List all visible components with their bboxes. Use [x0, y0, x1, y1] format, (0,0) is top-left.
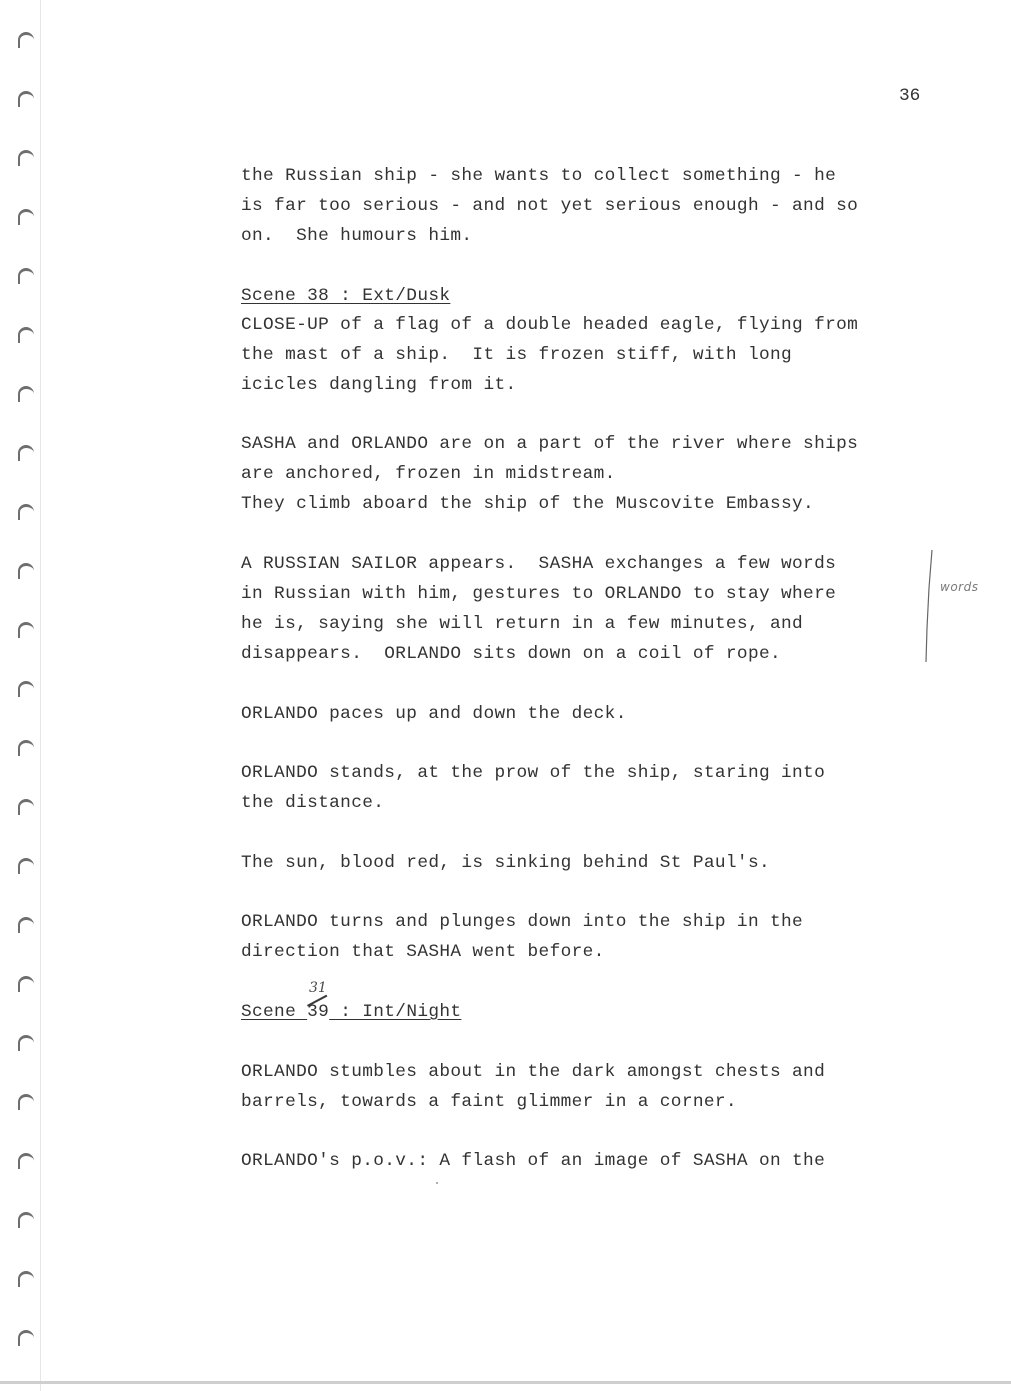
script-line: ORLANDO turns and plunges down into the ship in the — [241, 912, 804, 932]
binder-hole — [18, 1271, 34, 1287]
handwritten-scene-number: 31 — [309, 980, 327, 996]
binder-hole — [18, 858, 34, 874]
script-line: the mast of a ship. It is frozen stiff, with long — [241, 345, 793, 365]
binder-hole — [18, 622, 34, 638]
script-line: barrels, towards a faint glimmer in a corner. — [241, 1092, 737, 1112]
script-line: CLOSE-UP of a flag of a double headed eagle, flying from — [241, 315, 859, 335]
binder-hole — [18, 740, 34, 756]
binder-hole — [18, 1330, 34, 1346]
script-line: A RUSSIAN SAILOR appears. SASHA exchanges a few words — [241, 554, 837, 574]
binder-hole — [18, 1153, 34, 1169]
script-line: on. She humours him. — [241, 226, 473, 246]
script-line: The sun, blood red, is sinking behind St Paul's. — [241, 853, 770, 873]
script-line: disappears. ORLANDO sits down on a coil of rope. — [241, 644, 782, 664]
binder-hole — [18, 386, 34, 402]
script-line: direction that SASHA went before. — [241, 942, 605, 962]
page-spine-shadow — [40, 0, 41, 1391]
script-line: he is, saying she will return in a few minutes, and — [241, 614, 804, 634]
script-line: the distance. — [241, 793, 385, 813]
binder-hole — [18, 150, 34, 166]
binder-hole — [18, 976, 34, 992]
binder-hole — [18, 1094, 34, 1110]
binder-hole — [18, 209, 34, 225]
binder-hole — [18, 32, 34, 48]
binder-hole — [18, 563, 34, 579]
binder-hole — [18, 445, 34, 461]
binder-hole — [18, 91, 34, 107]
script-line: ORLANDO's p.o.v.: A flash of an image of SASHA on the — [241, 1151, 826, 1171]
binder-hole — [18, 917, 34, 933]
script-line: SASHA and ORLANDO are on a part of the river where ships — [241, 434, 859, 454]
scene-heading-prefix: Scene — [241, 1002, 308, 1022]
binder-hole — [18, 799, 34, 815]
page-number: 36 — [899, 86, 921, 106]
script-line: They climb aboard the ship of the Muscovite Embassy. — [241, 494, 815, 514]
script-line: the Russian ship - she wants to collect something - he — [241, 166, 837, 186]
scene-heading — [241, 997, 461, 1027]
script-line: is far too serious - and not yet serious enough - and so — [241, 196, 859, 216]
scene-heading: Scene 38 : Ext/Dusk — [241, 286, 451, 306]
script-line: in Russian with him, gestures to ORLANDO to stay where — [241, 584, 837, 604]
binder-hole — [18, 504, 34, 520]
page-bottom-edge — [0, 1381, 1011, 1384]
ink-speck — [436, 1182, 438, 1184]
script-line: ORLANDO stumbles about in the dark amongst chests and — [241, 1062, 826, 1082]
binder-hole — [18, 268, 34, 284]
script-line: ORLANDO stands, at the prow of the ship, staring into — [241, 763, 826, 783]
binder-hole — [18, 327, 34, 343]
binder-hole — [18, 681, 34, 697]
struck-scene-number — [307, 997, 329, 1027]
binder-hole — [18, 1035, 34, 1051]
scene-heading-suffix: : Int/Night — [329, 1002, 462, 1022]
script-line: icicles dangling from it. — [241, 375, 517, 395]
script-line: are anchored, frozen in midstream. — [241, 464, 616, 484]
margin-bracket-mark — [924, 548, 934, 664]
binder-hole — [18, 1212, 34, 1228]
script-line: ORLANDO paces up and down the deck. — [241, 704, 627, 724]
original-scene-number: 39 — [307, 1002, 330, 1022]
margin-note: words — [940, 580, 979, 594]
